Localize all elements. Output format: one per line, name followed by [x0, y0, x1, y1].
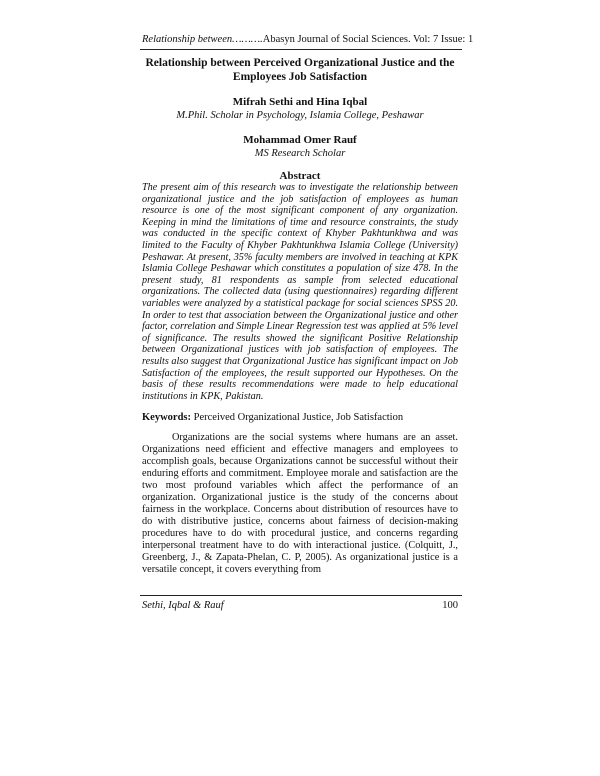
- page-footer: [142, 599, 458, 612]
- keywords-line: [142, 411, 458, 424]
- keywords-label: Keywords:: [142, 412, 191, 424]
- author-names-2: Mohammad Omer Rauf: [243, 134, 357, 146]
- abstract-text: The present aim of this research was to investigate the relationship between organizational justice and the job satisfaction of employees as human resource is one of the most significant component of any organization. Keeping in mind the limitations of time and resource constraints, the study was conducted in the specific context of Khyber Pakhtunkhwa and was limited to the Faculty of Khyber Pakhtunkhwa Islamia College (University) Peshawar. At present, 35% faculty members are involved in teaching at KPK Islamia College Peshawar which constitutes a population of size 478. In the present study, 81 respondents as sample from selected educational organizations. The collected data (using questionnaires) regarding different variables were analyzed by a statistical package for social sciences SPSS 20. In order to test that association between the Organizational justice and other factor, correlation and Simple Linear Regression test was applied at 5% level of significance. The results showed the significant Positive Relationship between Organizational justices with job satisfaction of employees. The results also suggest that Organizational Justice has significant impact on Job Satisfaction of the employees, the result supported our Hypotheses. On the basis of these results recommendations were made to help educational institutions in KPK, Pakistan.: [142, 182, 458, 402]
- body-paragraph: Organizations are the social systems where humans are an asset. Organizations need efficient and effective managers and employees to accomplish goals, because Organizations cannot be successful without their enduring efforts and commitment. Employee morale and satisfaction are the two most profound variables which affect the performance of an organization. Organizational justice is the study of the concerns about fairness in the workplace. Concerns about distribution of resources have to do with distributive justice, concerns about fairness of decision-making procedures have to do with procedural justice, and concerns regarding interpersonal treatment have to do with interactional justice. (Colquitt, J., Greenberg, J., & Zapata-Phelan, C. P, 2005). As organizational justice is a versatile concept, it covers everything from: [142, 432, 458, 576]
- running-title: Relationship between……….: [142, 34, 263, 45]
- author-names-1: Mifrah Sethi and Hina Iqbal: [232, 96, 368, 108]
- abstract-heading: Abstract: [279, 170, 321, 182]
- header-rule: [140, 49, 462, 50]
- running-header: [142, 33, 474, 46]
- author-affiliation-2: MS Research Scholar: [254, 148, 346, 159]
- page-number: 100: [442, 600, 458, 611]
- keywords-text: Perceived Organizational Justice, Job Satisfaction: [191, 412, 404, 424]
- paper-title: Relationship between Perceived Organizational Justice and the Employees Job Satisfaction: [145, 57, 455, 83]
- main-content: [142, 56, 458, 587]
- footer-rule: [140, 595, 462, 596]
- journal-info: Abasyn Journal of Social Sciences. Vol: 7 Issue: 1: [262, 34, 474, 45]
- author-affiliation-1: M.Phil. Scholar in Psychology, Islamia College, Peshawar: [176, 110, 424, 121]
- footer-authors: Sethi, Iqbal & Rauf: [142, 600, 224, 611]
